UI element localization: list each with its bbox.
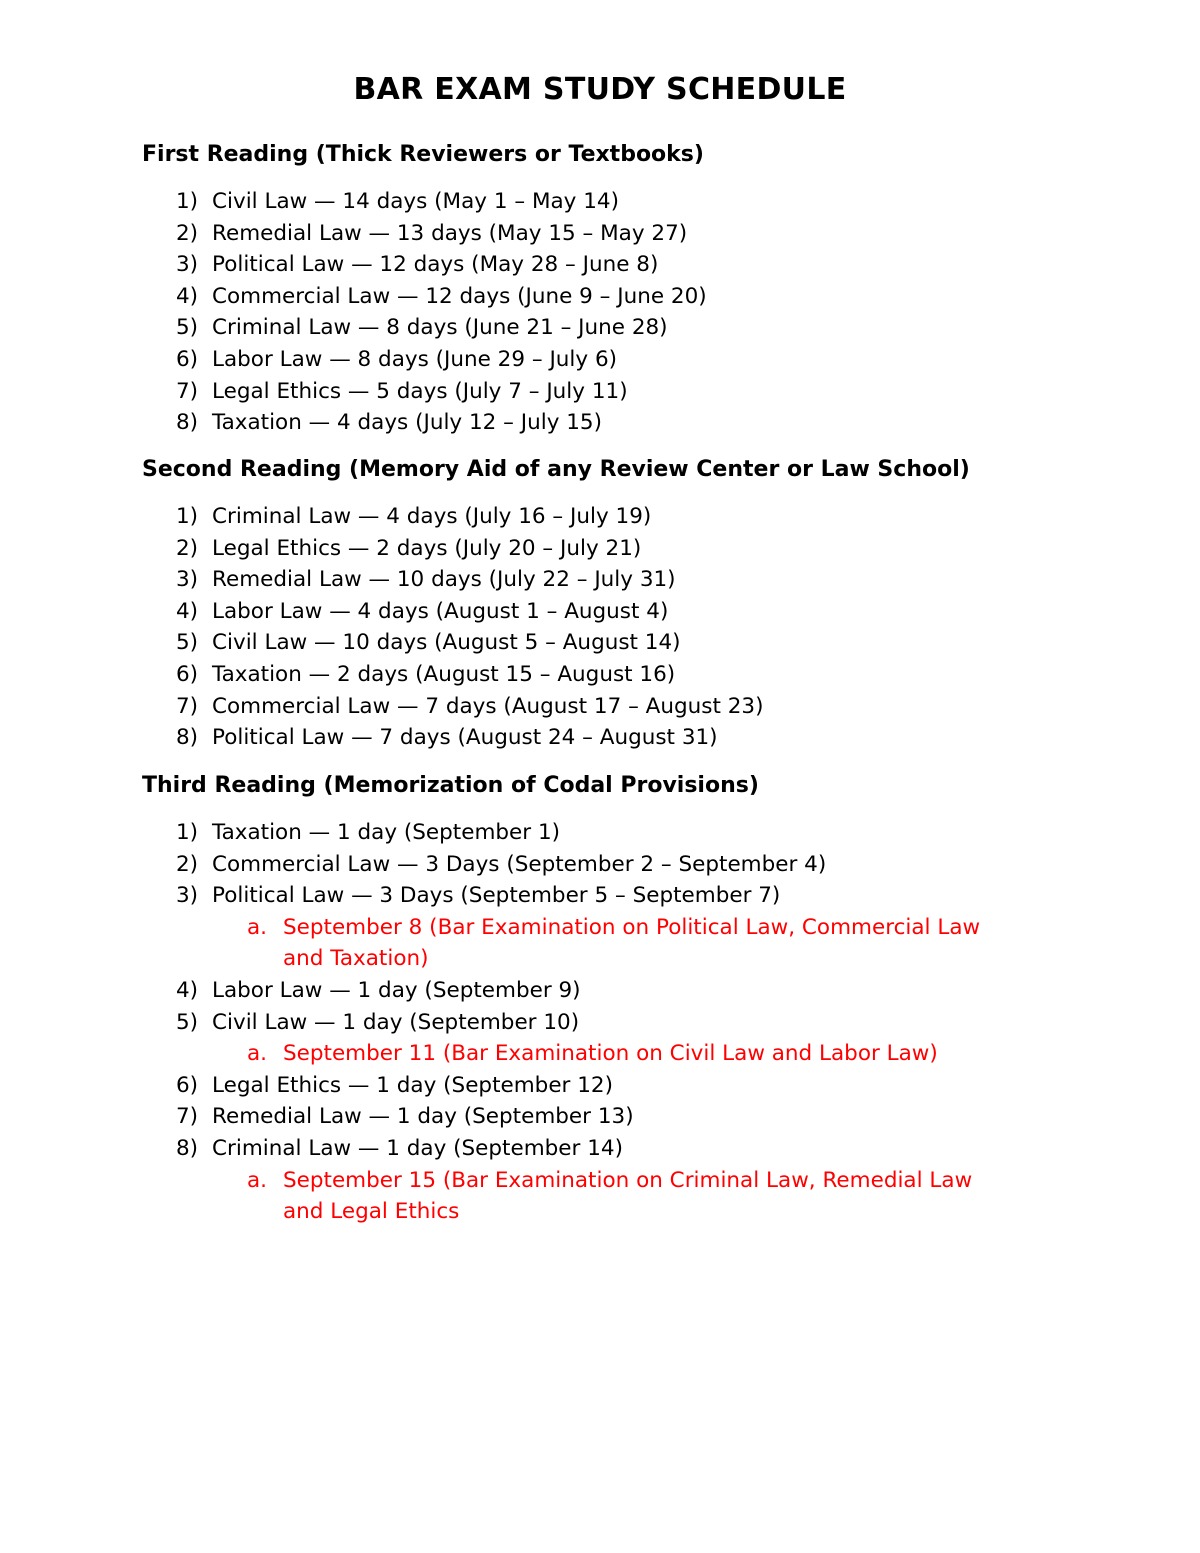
- note-text-line: September 8 (Bar Examination on Political Law, Commercial Law: [283, 914, 981, 940]
- section-heading: Third Reading (Memorization of Codal Provisions): [142, 773, 759, 798]
- item-text: Political Law — 3 Days (September 5 – September 7): [212, 883, 781, 909]
- note-text-line: and Legal Ethics: [283, 1199, 460, 1225]
- item-number: 7): [176, 1104, 199, 1130]
- list-item: [142, 691, 1122, 723]
- list-item: [142, 1101, 1122, 1133]
- item-text: Labor Law — 1 day (September 9): [212, 977, 581, 1003]
- note-letter: a.: [247, 1167, 268, 1193]
- item-text: Civil Law — 14 days (May 1 – May 14): [212, 189, 619, 214]
- list-item: [142, 596, 1122, 628]
- item-text: Commercial Law — 7 days (August 17 – August 23): [212, 693, 764, 719]
- note-letter: a.: [247, 914, 268, 940]
- exam-note: [142, 912, 1122, 975]
- item-text: Criminal Law — 1 day (September 14): [212, 1135, 623, 1161]
- item-text: Criminal Law — 8 days (June 21 – June 28): [212, 315, 668, 341]
- schedule-list: [142, 186, 1122, 439]
- list-item: [142, 817, 1122, 849]
- item-number: 2): [176, 220, 199, 246]
- item-text: Political Law — 12 days (May 28 – June 8): [212, 252, 659, 278]
- item-text: Commercial Law — 12 days (June 9 – June 20): [212, 283, 707, 309]
- list-item: [142, 407, 1122, 439]
- list-item: [142, 533, 1122, 565]
- item-number: 5): [176, 315, 199, 341]
- item-number: 1): [176, 189, 199, 214]
- note-text-line: September 15 (Bar Examination on Criminal Law, Remedial Law: [283, 1167, 973, 1193]
- item-number: 3): [176, 567, 199, 593]
- schedule-list: [142, 817, 1122, 1228]
- item-text: Civil Law — 10 days (August 5 – August 14): [212, 630, 681, 656]
- item-number: 8): [176, 725, 199, 751]
- item-text: Remedial Law — 10 days (July 22 – July 31): [212, 567, 676, 593]
- item-number: 4): [176, 283, 199, 309]
- item-number: 7): [176, 693, 199, 719]
- section-heading: First Reading (Thick Reviewers or Textbooks): [142, 142, 704, 167]
- item-number: 3): [176, 252, 199, 278]
- list-item: [142, 218, 1122, 250]
- item-number: 6): [176, 346, 199, 372]
- item-text: Labor Law — 4 days (August 1 – August 4): [212, 598, 669, 624]
- exam-note: [142, 1165, 1122, 1228]
- item-number: 5): [176, 1009, 199, 1035]
- schedule-list: [142, 501, 1122, 754]
- item-text: Taxation — 1 day (September 1): [212, 820, 561, 845]
- note-letter: a.: [247, 1041, 268, 1067]
- list-item: [142, 312, 1122, 344]
- item-text: Taxation — 4 days (July 12 – July 15): [212, 410, 603, 436]
- item-text: Legal Ethics — 2 days (July 20 – July 21): [212, 535, 642, 561]
- list-item: [142, 722, 1122, 754]
- item-number: 7): [176, 378, 199, 404]
- item-number: 8): [176, 1135, 199, 1161]
- note-text-line: and Taxation): [283, 946, 429, 972]
- list-item: [142, 501, 1122, 533]
- item-text: Civil Law — 1 day (September 10): [212, 1009, 580, 1035]
- list-item: [142, 849, 1122, 881]
- list-item: [142, 1133, 1122, 1165]
- item-number: 1): [176, 504, 199, 529]
- document-title: BAR EXAM STUDY SCHEDULE: [353, 72, 847, 107]
- item-number: 8): [176, 410, 199, 436]
- item-number: 2): [176, 535, 199, 561]
- note-text-line: September 11 (Bar Examination on Civil Law and Labor Law): [283, 1041, 938, 1067]
- list-item: [142, 1070, 1122, 1102]
- item-number: 4): [176, 598, 199, 624]
- section-second-reading: [142, 455, 1122, 754]
- item-number: 6): [176, 661, 199, 687]
- item-text: Legal Ethics — 5 days (July 7 – July 11): [212, 378, 628, 404]
- list-item: [142, 344, 1122, 376]
- list-item: [142, 627, 1122, 659]
- list-item: [142, 659, 1122, 691]
- list-item: [142, 249, 1122, 281]
- item-text: Commercial Law — 3 Days (September 2 – September 4): [212, 851, 827, 877]
- item-number: 3): [176, 883, 199, 909]
- list-item: [142, 186, 1122, 218]
- item-text: Legal Ethics — 1 day (September 12): [212, 1072, 613, 1098]
- list-item: [142, 281, 1122, 313]
- section-first-reading: [142, 140, 1122, 439]
- list-item: [142, 564, 1122, 596]
- list-item: [142, 975, 1122, 1007]
- item-text: Political Law — 7 days (August 24 – August 31): [212, 725, 718, 751]
- item-number: 1): [176, 820, 199, 845]
- item-number: 5): [176, 630, 199, 656]
- item-text: Remedial Law — 1 day (September 13): [212, 1104, 634, 1130]
- list-item: [142, 376, 1122, 408]
- section-heading: Second Reading (Memory Aid of any Review Center or Law School): [142, 457, 970, 482]
- section-third-reading: [142, 771, 1122, 1228]
- item-text: Taxation — 2 days (August 15 – August 16): [212, 661, 676, 687]
- list-item: [142, 1007, 1122, 1039]
- item-text: Labor Law — 8 days (June 29 – July 6): [212, 346, 618, 372]
- list-item: [142, 880, 1122, 912]
- item-text: Criminal Law — 4 days (July 16 – July 19): [212, 504, 652, 529]
- exam-note: [142, 1038, 1122, 1070]
- item-number: 4): [176, 977, 199, 1003]
- item-number: 2): [176, 851, 199, 877]
- item-text: Remedial Law — 13 days (May 15 – May 27): [212, 220, 688, 246]
- item-number: 6): [176, 1072, 199, 1098]
